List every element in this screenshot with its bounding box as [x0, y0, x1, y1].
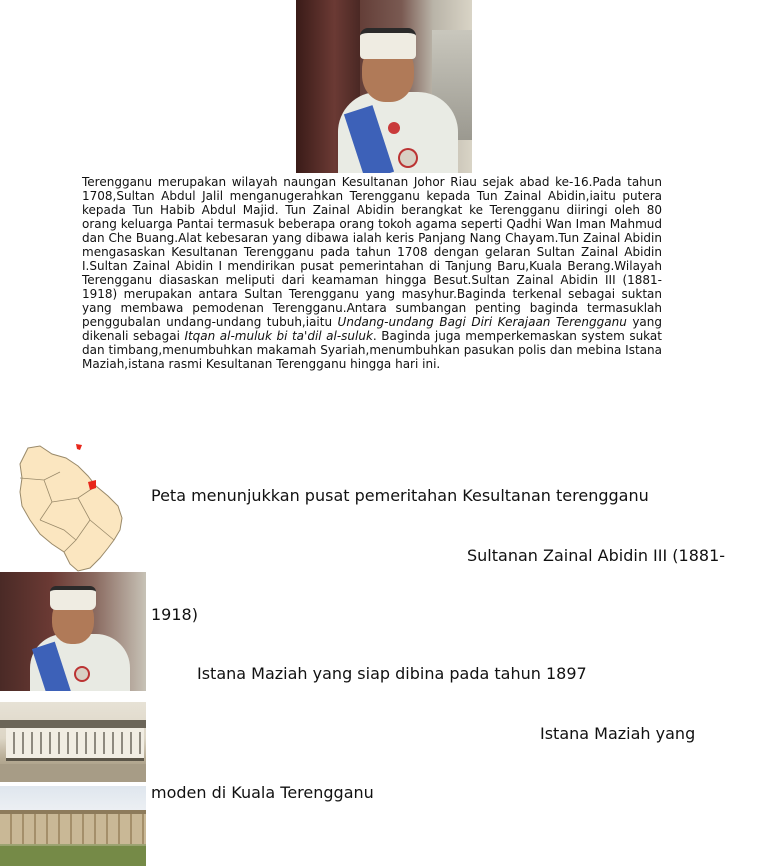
- sultan-caption-line-1: Sultanan Zainal Abidin III (1881-: [467, 546, 726, 565]
- terengganu-state-shape: [20, 446, 122, 571]
- terengganu-map-svg: [0, 440, 146, 572]
- sultan-portrait-thumbnail: [0, 572, 146, 691]
- ground-shape: [0, 764, 146, 782]
- paragraph-text-part-1: Terengganu merupakan wilayah naungan Kesultanan Johor Riau sejak abad ke-16.Pada tahun 1708,Sultan Abdul Jalil menganugerahkan Terengganu kepada Tun Zainal Abidin,iaitu putera kepada Tun Habib Abdul Majid. Tun Zainal Abidin berangkat ke Terengganu diiringi oleh 80 orang keluarga Pantai termasuk beberapa orang tokoh agama seperti Qadhi Wan Iman Mahmud dan Che Buang.Alat kebesaran yang dibawa ialah keris Panjang Nang Chayam.Tun Zainal Abidin mengasaskan Kesultanan Terengganu pada tahun 1708 dengan gelaran Sultan Zainal Abidin I.Sultan Zainal Abidin I mendirikan pusat pemerintahan di Tanjung Baru,Kuala Berang.Wilayah Terengganu diasaskan meliputi dari keamaman hingga Besut.Sultan Zainal Abidin III (1881-1918) merupakan antara Sultan Terengganu yang masyhur.Baginda terkenal sebagai suktan yang membawa pemodenan Terengganu.Antara sumbangan penting baginda termasuklah penggubalan undang-undang tubuh,iaitu: [82, 175, 662, 329]
- medal-star-shape: [76, 668, 88, 680]
- headwear-shape: [50, 586, 96, 610]
- medal-star-shape: [400, 150, 416, 166]
- istana-maziah-modern-photo: [0, 786, 146, 866]
- terengganu-map-image: [0, 440, 146, 572]
- istana-new-caption-line-2: moden di Kuala Terengganu: [151, 783, 374, 802]
- lawn-shape: [0, 846, 146, 866]
- history-paragraph: [82, 175, 662, 371]
- palace-facade-shape: [0, 814, 146, 844]
- paragraph-text-part-2: yang dikenali sebagai: [82, 315, 662, 343]
- istana-new-caption-line-1: Istana Maziah yang: [540, 724, 696, 743]
- medal-shape: [388, 122, 400, 134]
- paragraph-text-part-3: . Baginda juga memperkemaskan system sukat dan timbang,menumbuhkan makamah Syariah,menumbuhkan pasukan polis dan mebina Istana Maziah,istana rasmi Kesultanan Terengganu hingga hari ini.: [82, 329, 662, 371]
- istana-maziah-old-photo: [0, 702, 146, 782]
- sultan-caption-line-2: 1918): [151, 605, 198, 624]
- istana-old-caption: Istana Maziah yang siap dibina pada tahun 1897: [197, 664, 587, 683]
- paragraph-italic-law-alias: Itqan al-muluk bi ta'dil al-suluk: [184, 329, 373, 343]
- map-caption: Peta menunjukkan pusat pemeritahan Kesultanan terengganu: [151, 486, 649, 505]
- palace-roof-shape: [0, 720, 146, 728]
- palace-columns-shape: [6, 732, 144, 754]
- sultan-portrait-image: [296, 0, 472, 173]
- headwear-shape: [360, 28, 416, 59]
- paragraph-italic-law-name: Undang-undang Bagi Diri Kerajaan Terengganu: [337, 315, 627, 329]
- island-marker: [76, 444, 82, 450]
